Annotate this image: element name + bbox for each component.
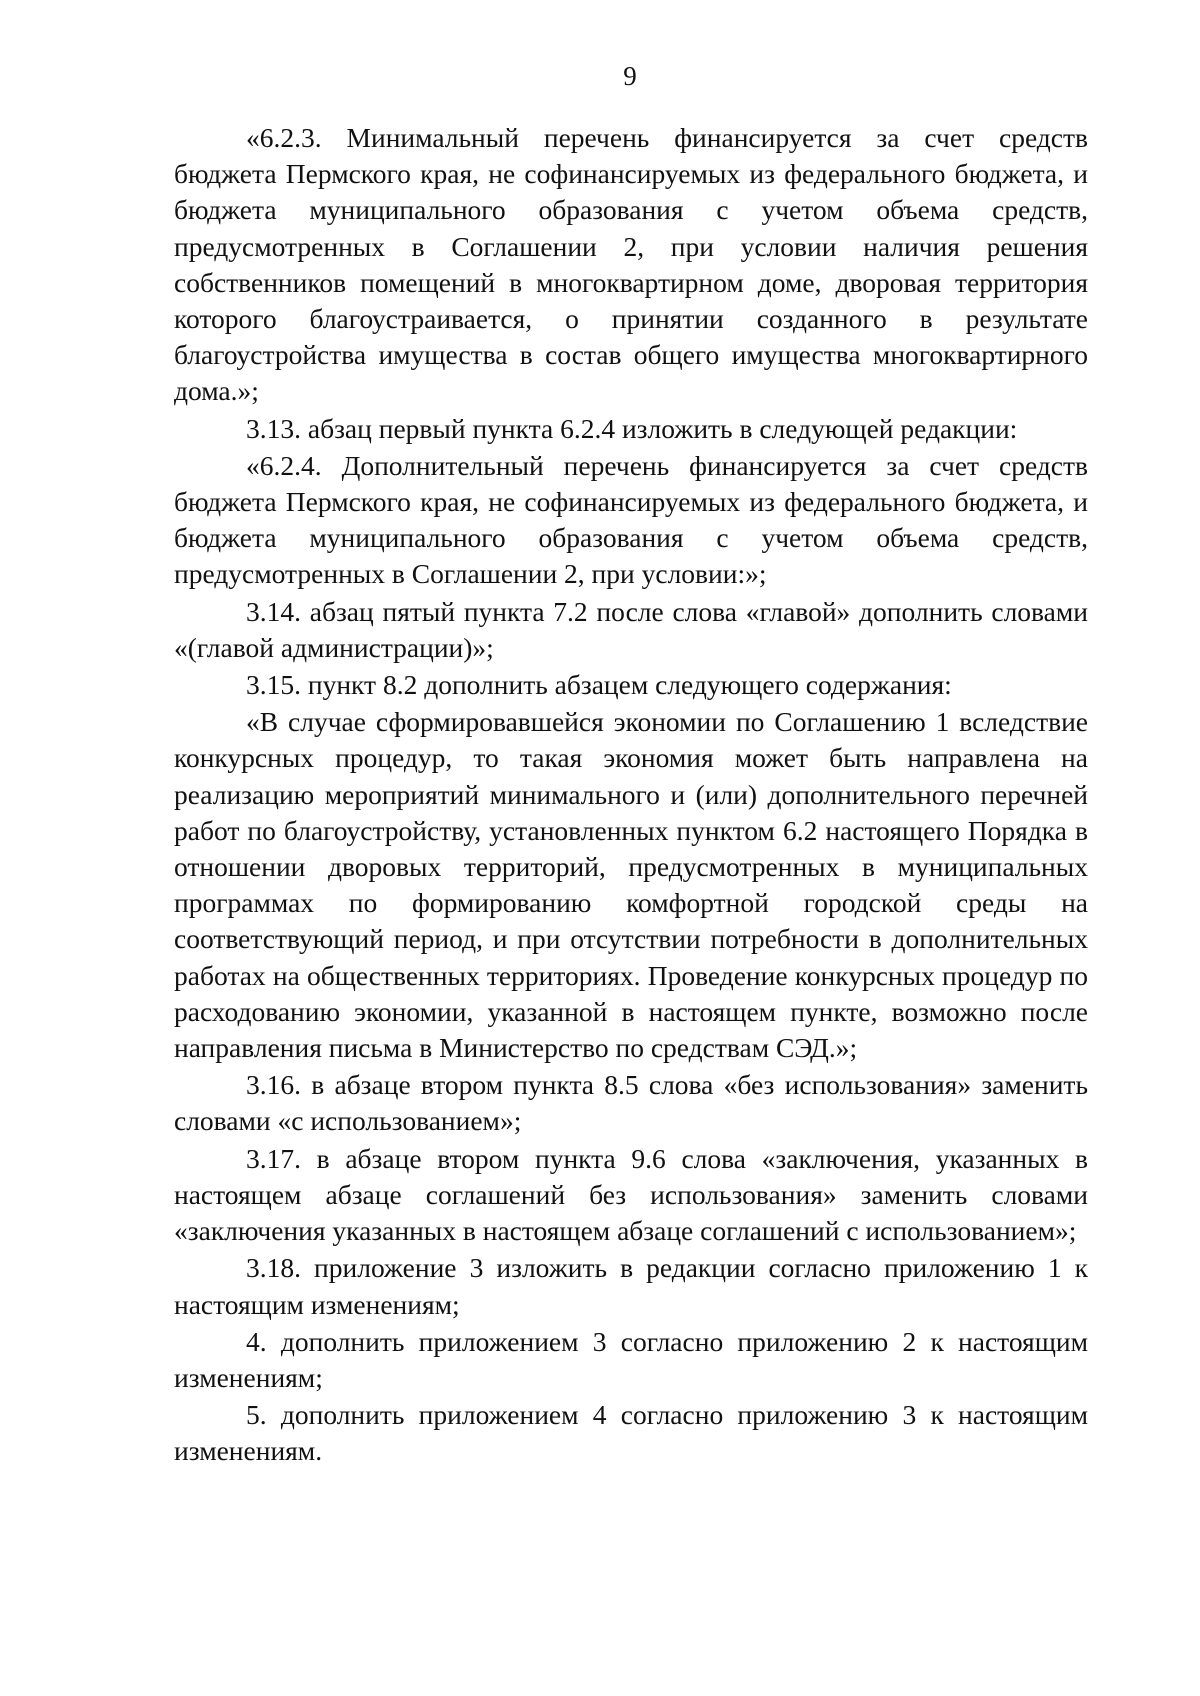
paragraph-3-18: 3.18. приложение 3 изложить в редакции согласно приложению 1 к настоящим изменениям; — [174, 1252, 1088, 1320]
page-number: 9 — [623, 61, 637, 91]
paragraph-3-17: 3.17. в абзаце втором пункта 9.6 слова «заключения, указанных в настоящем абзаце соглашений без использования» заменить словами «заключения указанных в настоящем абзаце соглашений с использованием»; — [174, 1142, 1088, 1247]
paragraph-5: 5. дополнить приложением 4 согласно приложению 3 к настоящим изменениям. — [174, 1399, 1088, 1467]
paragraph-economy: «В случае сформировавшейся экономии по Соглашению 1 вследствие конкурсных процедур, то такая экономия может быть направлена на реализацию мероприятий минимального и (или) дополнительного перечней работ по благоустройству, установленных пунктом 6.2 настоящего Порядка в отношении дворовых территорий, предусмотренных в муниципальных программах по формированию комфортной городской среды на соответствующий период, и при отсутствии потребности в дополнительных работах на общественных территориях. Проведение конкурсных процедур по расходованию экономии, указанной в настоящем пункте, возможно после направления письма в Министерство по средствам СЭД.»; — [174, 706, 1088, 1064]
paragraph-3-14: 3.14. абзац пятый пункта 7.2 после слова «главой» дополнить словами «(главой администрации)»; — [174, 595, 1088, 663]
document-body — [174, 120, 1088, 1470]
paragraph-4: 4. дополнить приложением 3 согласно приложению 2 к настоящим изменениям; — [174, 1325, 1088, 1393]
paragraph-6-2-4: «6.2.4. Дополнительный перечень финансируется за счет средств бюджета Пермского края, не софинансируемых из федерального бюджета, и бюджета муниципального образования с учетом объема средств, предусмотренных в Соглашении 2, при условии:»; — [174, 449, 1088, 590]
paragraph-6-2-3: «6.2.3. Минимальный перечень финансируется за счет средств бюджета Пермского края, не софинансируемых из федерального бюджета, и бюджета муниципального образования с учетом объема средств, предусмотренных в Соглашении 2, при условии наличия решения собственников помещений в многоквартирном доме, дворовая территория которого благоустраивается, о принятии созданного в результате благоустройства имущества в состав общего имущества многоквартирного дома.»; — [174, 122, 1088, 407]
paragraph-3-13: 3.13. абзац первый пункта 6.2.4 изложить в следующей редакции: — [246, 412, 1018, 444]
paragraph-3-16: 3.16. в абзаце втором пункта 8.5 слова «без использования» заменить словами «с использованием»; — [174, 1069, 1088, 1137]
paragraph-3-15: 3.15. пункт 8.2 дополнить абзацем следующего содержания: — [246, 669, 952, 701]
